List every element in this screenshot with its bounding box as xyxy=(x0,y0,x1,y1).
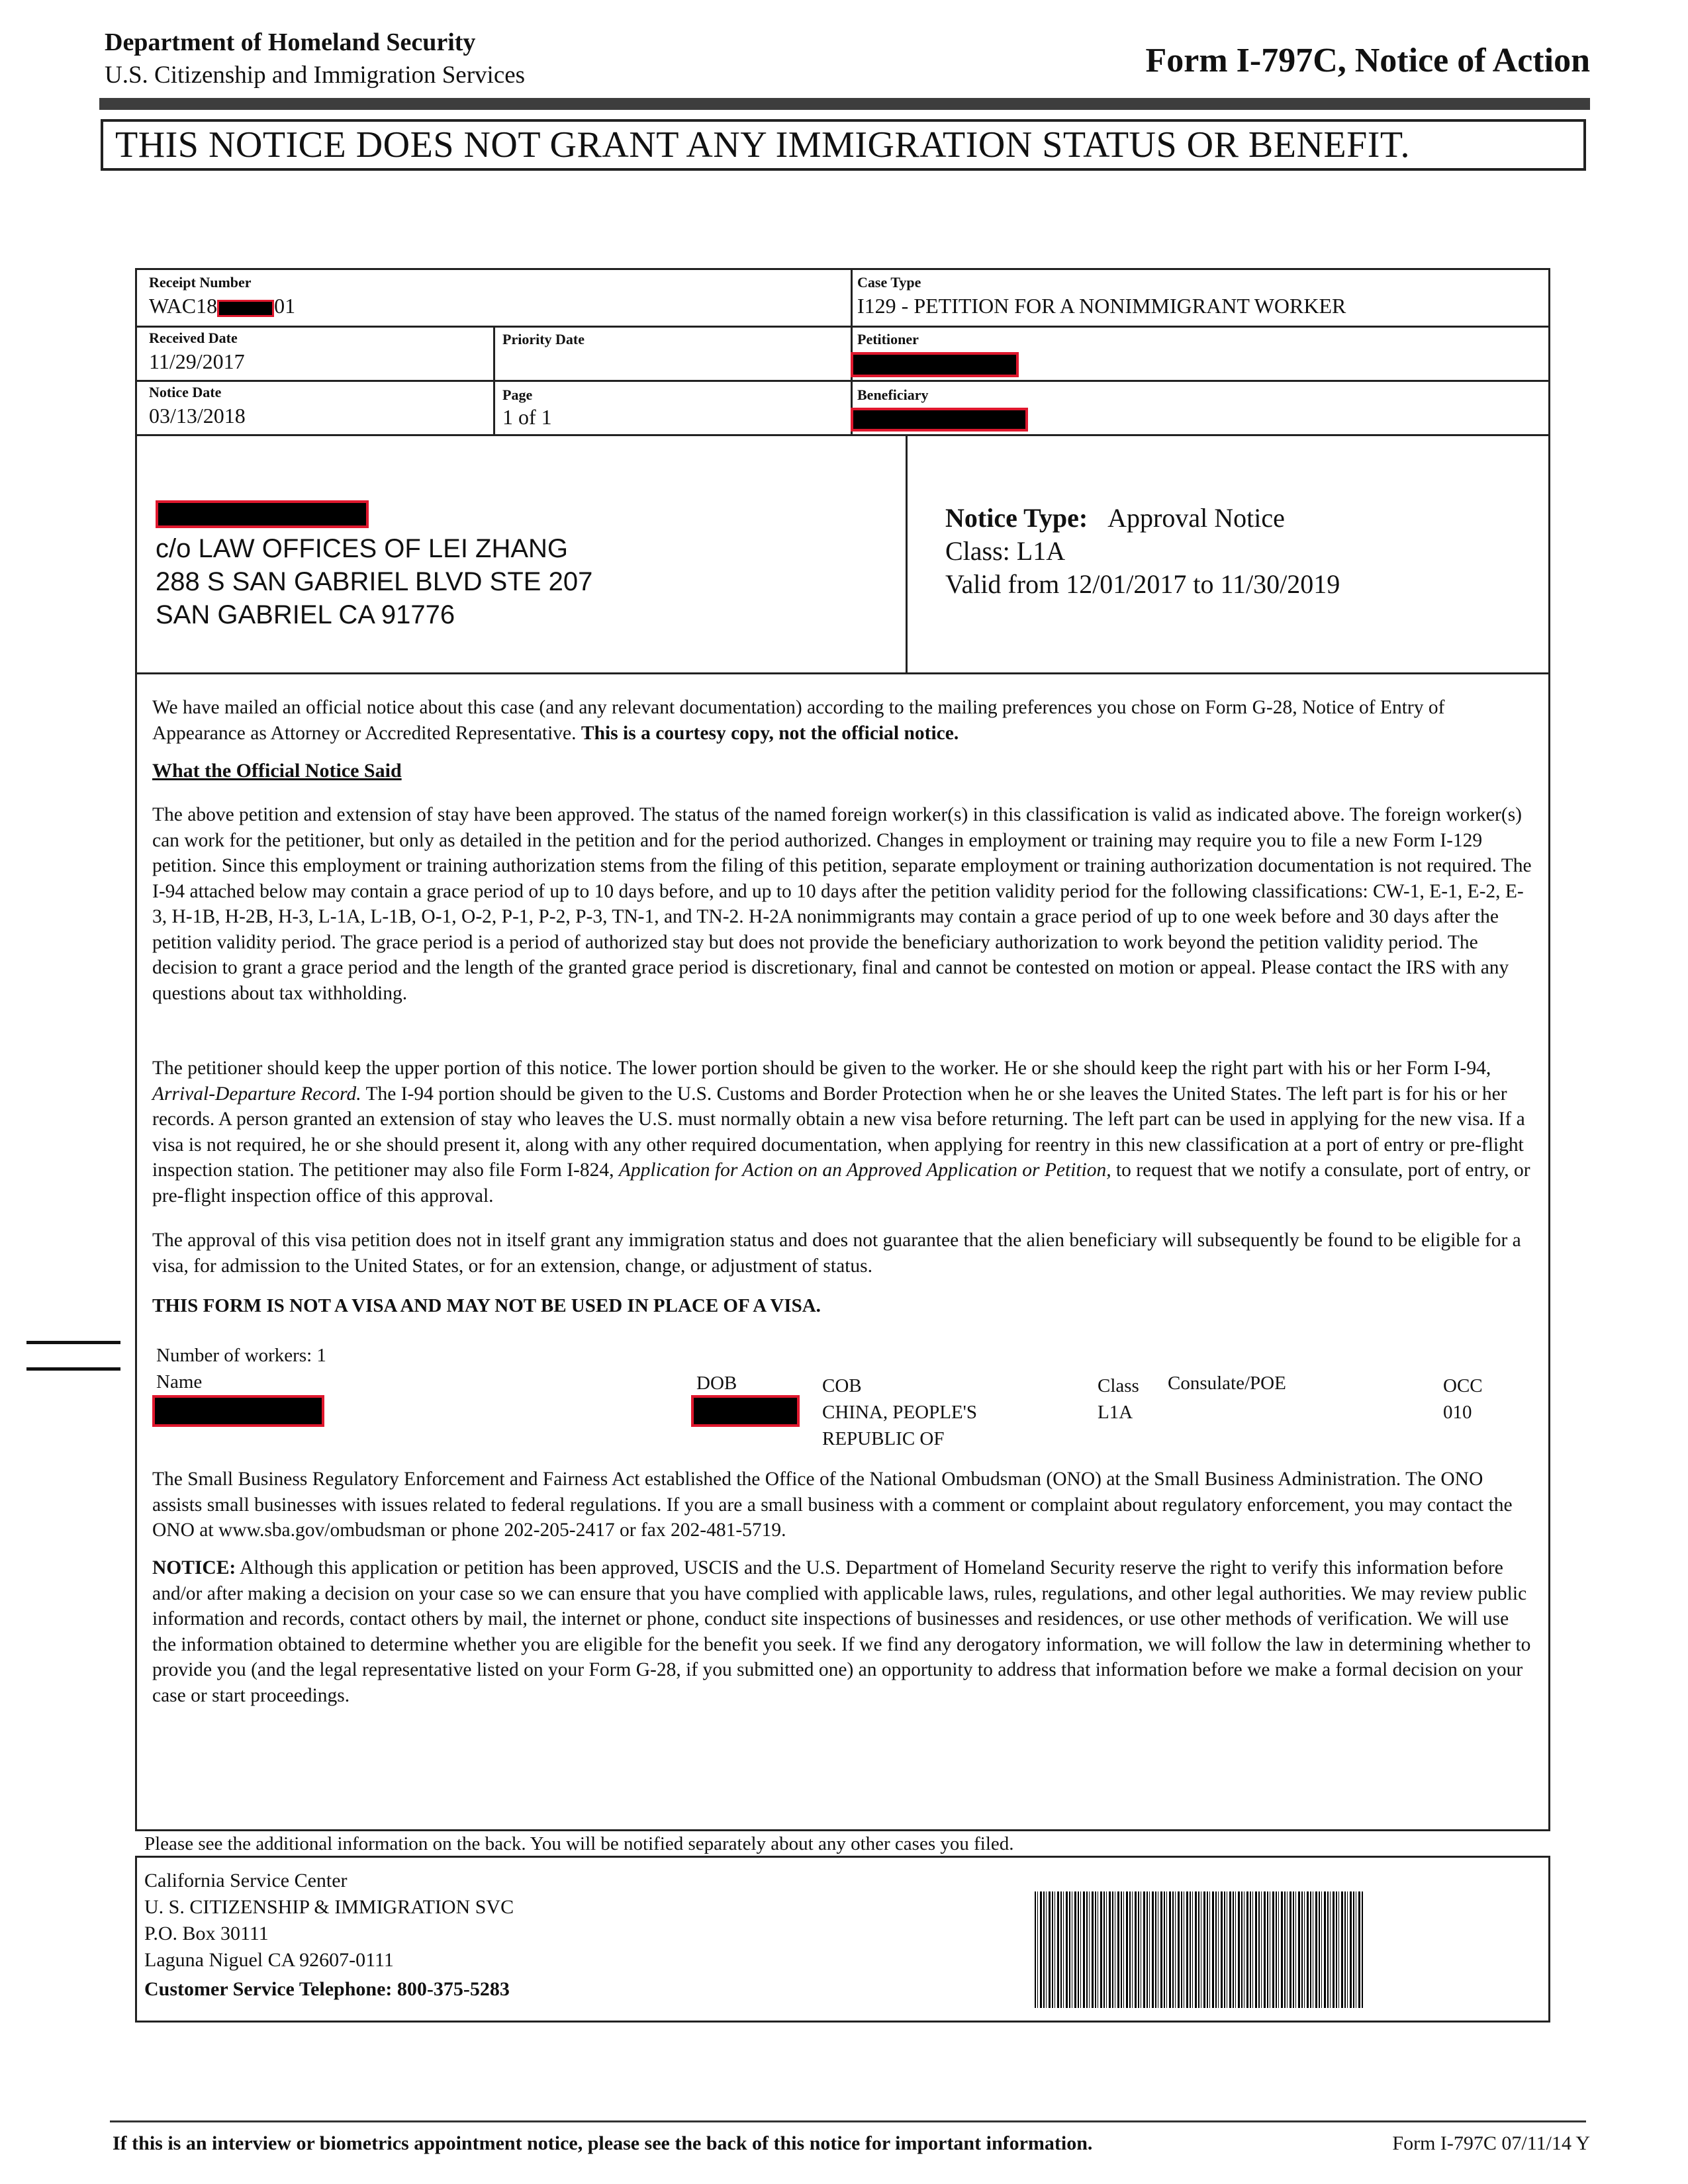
receipt-number-label: Receipt Number xyxy=(149,274,252,291)
barcode xyxy=(1035,1891,1363,2008)
priority-date-label: Priority Date xyxy=(502,331,585,347)
grid-line xyxy=(137,672,1548,674)
notice-date-label: Notice Date xyxy=(149,384,222,400)
page-label: Page xyxy=(502,387,533,403)
occ-label: OCC xyxy=(1443,1375,1483,1396)
customer-service-phone: Customer Service Telephone: 800-375-5283 xyxy=(144,1978,510,2000)
beneficiary-label: Beneficiary xyxy=(857,387,929,403)
notice-label: NOTICE: xyxy=(152,1557,236,1578)
form-id: Form I-797C 07/11/14 Y xyxy=(1392,2132,1590,2154)
name-label: Name xyxy=(156,1371,203,1392)
notice-type-block xyxy=(945,502,1340,601)
notice-date: 03/13/2018 xyxy=(149,404,246,428)
beneficiary-redaction xyxy=(851,408,1028,432)
portions-paragraph: The petitioner should keep the upper portion of this notice. The lower portion should be given to the worker. He or she should keep the right part with his or her Form I-94, Arrival-Departure Record. The I-94 portion should be given to the U.S. Customs and Border Protection when he or she leaves the United States. The left part is for his or her records. A person granted an extension of stay who leaves the U.S. must normally obtain a new visa before returning. The left part can be used in applying for the new visa. If a visa is not required, he or she should present it, along with any other required documentation, when applying for reentry in this new classification at a port of entry or pre-flight inspection station. The petitioner may also file Form I-824, Application for Action on an Approved Application or Petition, to request that we notify a consulate, port of entry, or pre-flight inspection office of this approval. xyxy=(152,1058,1530,1206)
notice-type-label: Notice Type: xyxy=(945,503,1088,533)
address-line: California Service Center xyxy=(144,1870,348,1891)
dob-label: DOB xyxy=(696,1373,737,1394)
status-banner: THIS NOTICE DOES NOT GRANT ANY IMMIGRATION STATUS OR BENEFIT. xyxy=(101,119,1586,171)
notice-type-value: Approval Notice xyxy=(1107,503,1285,533)
grid-line xyxy=(493,326,495,434)
worker-name-redaction xyxy=(152,1395,324,1427)
class-block xyxy=(1098,1373,1139,1426)
sub-agency-name: U.S. Citizenship and Immigration Services xyxy=(105,62,526,89)
service-center-address xyxy=(144,1868,514,2003)
occ-value: 010 xyxy=(1443,1402,1472,1423)
consulate-label: Consulate/POE xyxy=(1168,1373,1286,1394)
margin-mark xyxy=(26,1367,120,1371)
petitioner-label: Petitioner xyxy=(857,331,919,347)
class-value: L1A xyxy=(1098,1402,1133,1423)
visa-warning: THIS FORM IS NOT A VISA AND MAY NOT BE USED IN PLACE OF A VISA. xyxy=(152,1295,821,1316)
address-line: P.O. Box 30111 xyxy=(144,1923,269,1944)
received-date-label: Received Date xyxy=(149,330,238,346)
class-label: Class xyxy=(1098,1375,1139,1396)
agency-name: Department of Homeland Security xyxy=(105,28,476,56)
form-title: Form I-797C, Notice of Action xyxy=(1145,42,1590,79)
dob-redaction xyxy=(691,1395,800,1427)
grid-line xyxy=(137,380,1548,382)
case-type: I129 - PETITION FOR A NONIMMIGRANT WORKER xyxy=(857,294,1346,318)
redaction-block xyxy=(217,300,274,317)
address-line: 288 S SAN GABRIEL BLVD STE 207 xyxy=(156,567,593,596)
address-line: Laguna Niguel CA 92607-0111 xyxy=(144,1949,394,1971)
case-type-label: Case Type xyxy=(857,274,921,291)
grid-line xyxy=(906,434,908,672)
cob-block xyxy=(822,1373,1041,1452)
approval-paragraph: The above petition and extension of stay have been approved. The status of the named foreign worker(s) in this classification is valid as indicated above. The foreign worker(s) can work for the petitioner, but only as detailed in the petition and for the period authorized. Changes in employment or training may require you to file a new Form I-129 petition. Since this employment or training authorization stems from the filing of this petition, separate employment or training authorization documentation is not required. The I-94 attached below may contain a grace period of up to 10 days before, and up to 10 days after the petition validity period for the following classifications: CW-1, E-1, E-2, E-3, H-1B, H-2B, H-3, L-1A, L-1B, O-1, O-2, P-1, P-2, P-3, TN-1, and TN-2. H-2A nonimmigrants may contain a grace period of up to one week before and 30 days after the petition validity period. The grace period is a period of authorized stay but does not provide the beneficiary authorization to work beyond the petition validity period. The decision to grant a grace period and the length of the granted grace period is discretionary, final and cannot be contested on motion or appeal. Please contact the IRS with any questions about tax withholding. xyxy=(152,804,1532,1004)
intro-paragraph: We have mailed an official notice about this case (and any relevant documentation) according to the mailing preferences you chose on Form G-28, Notice of Entry of Appearance as Attorney or Accredited Representative. This is a courtesy copy, not the official notice. xyxy=(152,697,1445,744)
notice-paragraph: NOTICE: Although this application or petition has been approved, USCIS and the U.S. Department of Homeland Security reserve the right to verify this information before and/or after making a decision on your case so we can ensure that you have complied with applicable laws, rules, regulations, and other legal authorities. We may review public information and records, contact others by mail, the internet or phone, conduct site inspections of businesses and residences, or use other methods of verification. We will use the information obtained to determine whether you are eligible for the benefit you seek. If we find any derogatory information, we will follow the law in determining whether to provide you (and the legal representative listed on your Form G-28, if you submitted one) an opportunity to address that information before we make a formal decision on your case or start proceedings. xyxy=(152,1557,1531,1706)
grid-line xyxy=(137,434,1548,436)
cob-value: CHINA, PEOPLE'S REPUBLIC OF xyxy=(822,1402,978,1449)
mailing-address xyxy=(156,532,592,631)
approval-disclaimer-paragraph: The approval of this visa petition does not in itself grant any immigration status and does not guarantee that the alien beneficiary will subsequently be found to be eligible for a visa, for admission to the United States, or for an extension, change, or adjustment of status. xyxy=(152,1230,1521,1277)
workers-count: Number of workers: 1 xyxy=(156,1345,326,1366)
header-rule xyxy=(99,98,1590,110)
address-line: SAN GABRIEL CA 91776 xyxy=(156,600,455,629)
footer-note: If this is an interview or biometrics appointment notice, please see the back of this notice for important information. xyxy=(113,2132,1093,2154)
section-title: What the Official Notice Said xyxy=(152,760,402,782)
address-line: U. S. CITIZENSHIP & IMMIGRATION SVC xyxy=(144,1896,514,1918)
margin-mark xyxy=(26,1341,120,1344)
address-line: c/o LAW OFFICES OF LEI ZHANG xyxy=(156,534,569,563)
additional-info: Please see the additional information on the back. You will be notified separately about any other cases you filed. xyxy=(144,1833,1014,1854)
petitioner-redaction xyxy=(851,352,1019,377)
addressee-redaction xyxy=(156,500,369,528)
footer-rule xyxy=(110,2120,1586,2122)
sbrefa-paragraph: The Small Business Regulatory Enforcement and Fairness Act established the Office of the National Ombudsman (ONO) at the Small Business Administration. The ONO assists small businesses with issues related to federal regulations. If you are a small business with a comment or complaint about regulatory enforcement, you may contact the ONO at www.sba.gov/ombudsman or phone 202-205-2417 or fax 202-481-5719. xyxy=(152,1469,1513,1541)
occ-block xyxy=(1443,1373,1483,1426)
notice-class: Class: L1A xyxy=(945,536,1066,566)
page-number: 1 of 1 xyxy=(502,405,552,429)
grid-line xyxy=(137,326,1548,328)
receipt-number: WAC18 01 xyxy=(149,294,296,318)
received-date: 11/29/2017 xyxy=(149,349,245,373)
cob-label: COB xyxy=(822,1375,862,1396)
notice-valid-dates: Valid from 12/01/2017 to 11/30/2019 xyxy=(945,569,1340,599)
